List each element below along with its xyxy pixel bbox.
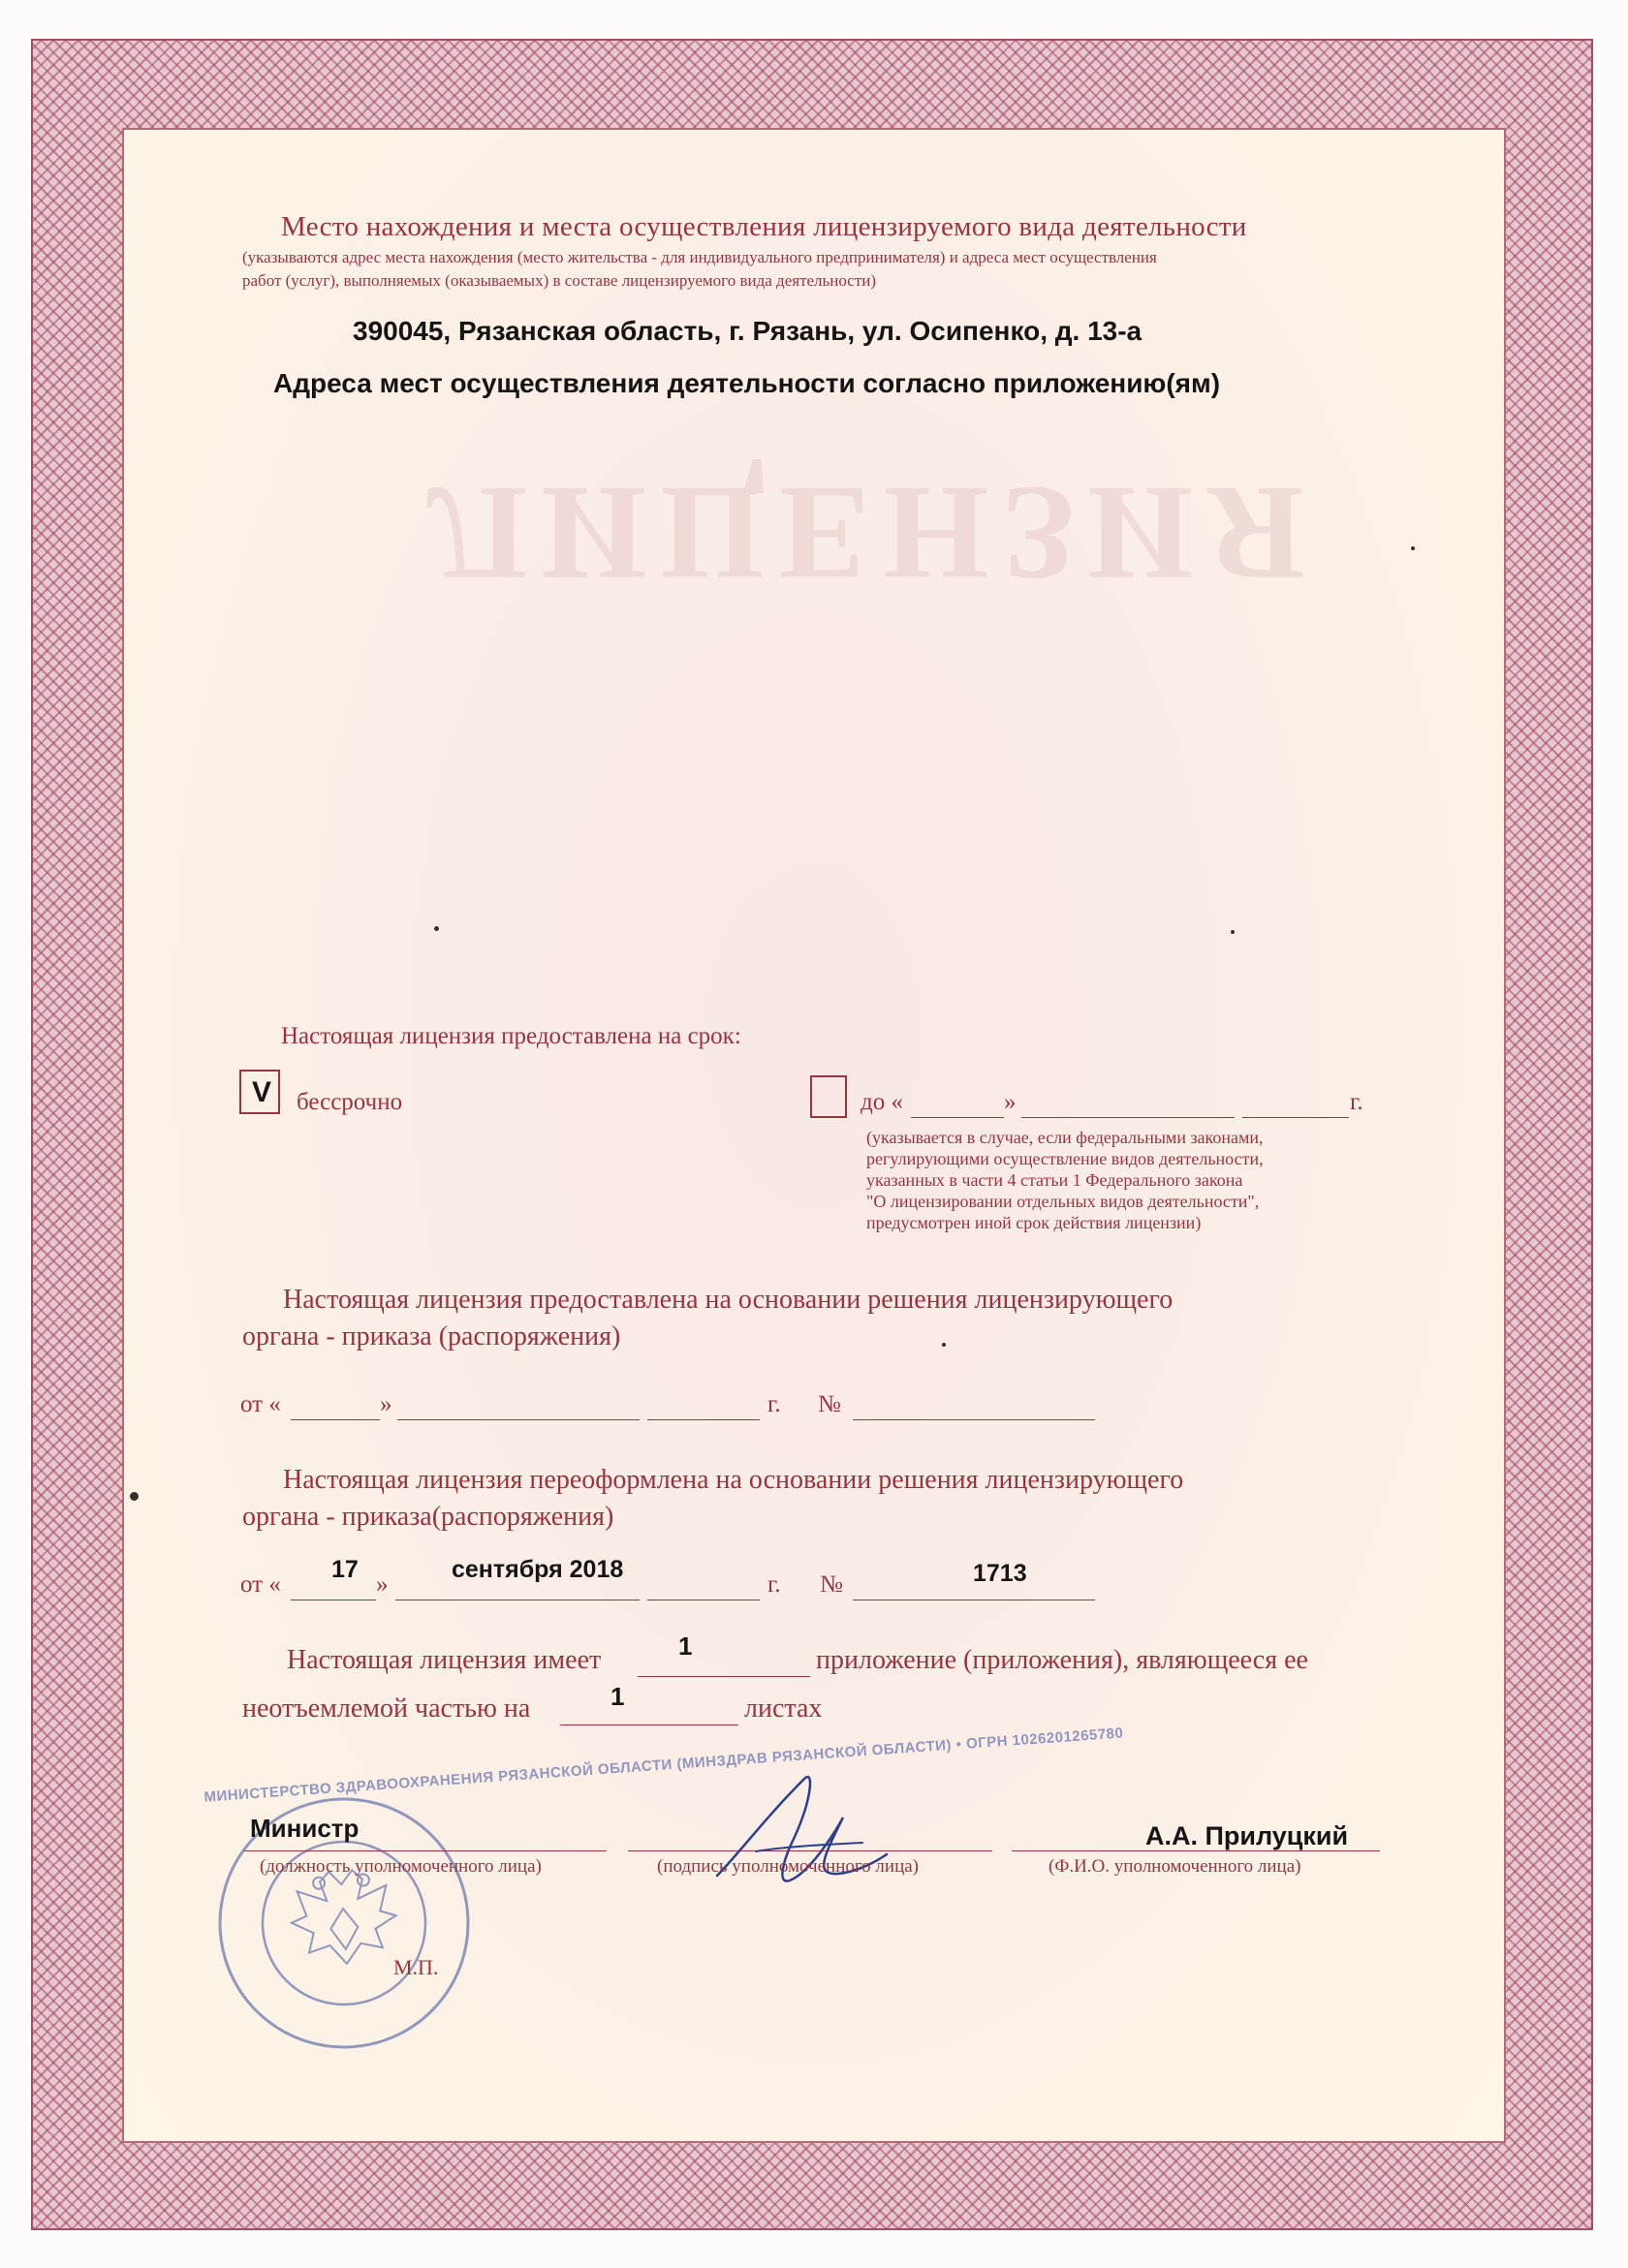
location-note-line1: (указываются адрес места нахождения (место жительства - для индивидуального предпринимателя) и адреса мест осуществления <box>242 248 1157 266</box>
scan-speck <box>1231 930 1235 934</box>
annex-line1-prefix: Настоящая лицензия имеет <box>287 1645 602 1675</box>
granted-from-prefix: от « <box>240 1391 281 1417</box>
until-quote-close: » <box>1004 1089 1017 1115</box>
annex-line1-suffix: приложение (приложения), являющееся ее <box>816 1645 1308 1675</box>
reissued-year-suffix: г. <box>767 1571 781 1598</box>
granted-number-line <box>853 1419 1095 1420</box>
annex-line2-prefix: неотъемлемой частью на <box>242 1693 531 1724</box>
granted-day-line <box>291 1419 380 1420</box>
reissued-line2: органа - приказа(распоряжения) <box>242 1502 614 1532</box>
term-heading: Настоящая лицензия предоставлена на срок: <box>281 1023 741 1049</box>
addresses-per-annex: Адреса мест осуществления деятельности согласно приложению(ям) <box>273 368 1221 398</box>
seal-place-label: М.П. <box>393 1955 439 1979</box>
until-prefix: до « <box>861 1089 903 1115</box>
show-through-watermark: ЛИЦЕНЗИЯ <box>426 458 1319 608</box>
signatory-position: Министр <box>250 1814 360 1843</box>
location-note-line2: работ (услуг), выполняемых (оказываемых) в составе лицензируемого вида деятельности) <box>242 271 877 290</box>
annex-line2-suffix: листах <box>744 1693 823 1724</box>
scan-speck <box>130 1492 139 1501</box>
sheet-count-line <box>560 1724 738 1725</box>
scan-speck <box>434 926 439 931</box>
reissued-quote-close: » <box>376 1571 389 1598</box>
signatory-name: А.А. Прилуцкий <box>1145 1821 1349 1850</box>
until-date-checkbox[interactable] <box>810 1075 847 1118</box>
position-caption: (должность уполномоченного лица) <box>260 1856 542 1877</box>
unlimited-checkbox[interactable] <box>239 1070 280 1114</box>
unlimited-check-mark: V <box>252 1076 272 1108</box>
reissued-day-value: 17 <box>331 1556 359 1583</box>
until-day-line <box>911 1117 1004 1118</box>
granted-quote-close: » <box>380 1391 392 1417</box>
granted-year-suffix: г. <box>767 1391 781 1417</box>
annex-count-value: 1 <box>678 1631 693 1661</box>
sheet-count-value: 1 <box>610 1682 625 1711</box>
until-year-suffix: г. <box>1350 1089 1363 1115</box>
signature-caption: (подпись уполномоченного лица) <box>657 1856 920 1877</box>
double-headed-eagle-emblem <box>288 1867 398 1967</box>
reissued-from-prefix: от « <box>240 1571 281 1598</box>
term-note-line4: "О лицензировании отдельных видов деятельности", <box>866 1192 1260 1211</box>
annex-count-line <box>638 1676 810 1677</box>
reissued-number-prefix: № <box>820 1571 843 1598</box>
granted-number-prefix: № <box>818 1391 841 1417</box>
until-month-line <box>1021 1117 1235 1118</box>
granted-year-line <box>647 1419 760 1420</box>
location-heading: Место нахождения и места осуществления лицензируемого вида деятельности <box>281 211 1247 242</box>
reissued-month-year-value: сентября 2018 <box>452 1556 624 1583</box>
scan-speck <box>942 1343 946 1347</box>
position-line <box>244 1850 607 1851</box>
granted-line1: Настоящая лицензия предоставлена на основании решения лицензирующего <box>283 1285 1174 1315</box>
reissued-line1: Настоящая лицензия переоформлена на основании решения лицензирующего <box>283 1465 1184 1495</box>
term-note-line5: предусмотрен иной срок действия лицензии) <box>866 1213 1202 1232</box>
term-note-line3: указанных в части 4 статьи 1 Федерального закона <box>866 1170 1243 1190</box>
seal-ring-text: МИНИСТЕРСТВО ЗДРАВООХРАНЕНИЯ РЯЗАНСКОЙ ОБЛАСТИ (МИНЗДРАВ РЯЗАНСКОЙ ОБЛАСТИ) • ОГРН 1026201265780 <box>204 1724 1124 1806</box>
term-note-line1: (указывается в случае, если федеральными законами, <box>866 1128 1264 1147</box>
address-value: 390045, Рязанская область, г. Рязань, ул. Осипенко, д. 13-а <box>353 316 1143 346</box>
until-year-line <box>1242 1117 1349 1118</box>
granted-line2: органа - приказа (распоряжения) <box>242 1321 621 1351</box>
reissued-number-value: 1713 <box>973 1560 1027 1587</box>
granted-month-line <box>397 1419 640 1420</box>
name-caption: (Ф.И.О. уполномоченного лица) <box>1049 1856 1301 1877</box>
term-note-line2: регулирующими осуществление видов деятельности, <box>866 1149 1264 1168</box>
scan-speck <box>1411 546 1415 550</box>
unlimited-label: бессрочно <box>297 1089 403 1115</box>
handwritten-signature <box>698 1759 892 1905</box>
